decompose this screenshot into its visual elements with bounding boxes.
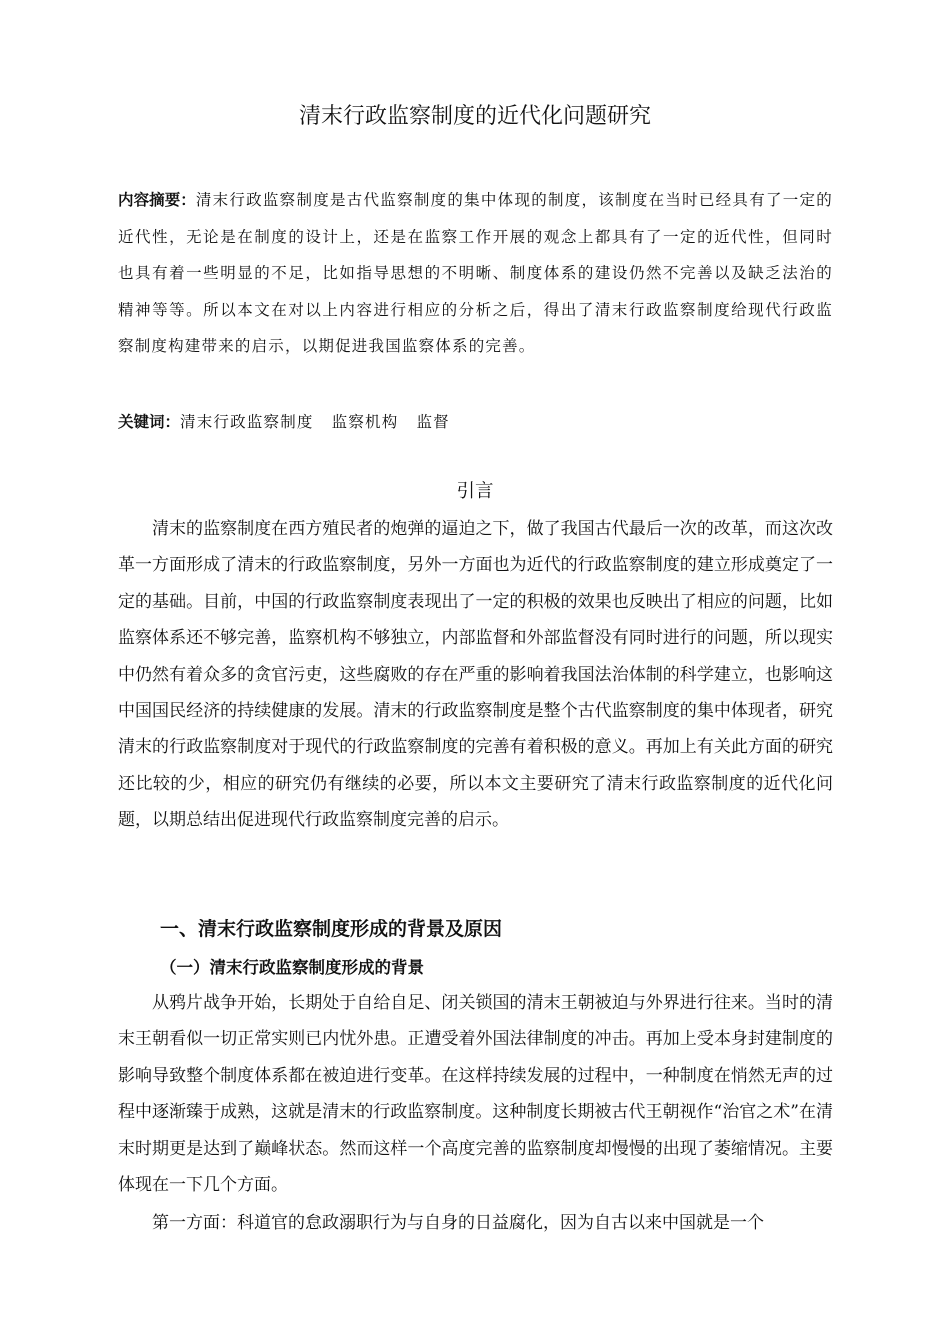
- section-paragraph: 从鸦片战争开始，长期处于自给自足、闭关锁国的清末王朝被迫与外界进行往来。当时的清末王朝看似一切正常实则已内忧外患。正遭受着外国法律制度的冲击。再加上受本身封建制度的影响导致整个制度体系都在被迫进行变革。在这样持续发展的过程中，一种制度在悄然无声的过程中逐渐臻于成熟，这就是清末的行政监察制度。这种制度长期被古代王朝视作“治官之术”在清末时期更是达到了巅峰状态。然而这样一个高度完善的监察制度却慢慢的出现了萎缩情况。主要体现在一下几个方面。: [118, 993, 833, 1196]
- abstract-text: 清末行政监察制度是古代监察制度的集中体现的制度，该制度在当时已经具有了一定的近代性，无论是在制度的设计上，还是在监察工作开展的观念上都具有了一定的近代性，但同时也具有着一些明显的不足，比如指导思想的不明晰、制度体系的建设仍然不完善以及缺乏法治的精神等等。所以本文在对以上内容进行相应的分析之后，得出了清末行政监察制度给现代行政监察制度构建带来的启示，以期促进我国监察体系的完善。: [118, 191, 833, 355]
- keyword-item: 清末行政监察制度: [180, 413, 314, 431]
- keywords: [118, 405, 468, 439]
- keyword-item: 监察机构: [331, 413, 399, 431]
- abstract: [118, 182, 833, 365]
- subsection-heading: （一）清末行政监察制度形成的背景: [160, 958, 424, 977]
- keyword-item: 监督: [416, 413, 450, 431]
- abstract-label: 内容摘要：: [118, 191, 196, 209]
- intro-paragraph: 清末的监察制度在西方殖民者的炮弹的逼迫之下，做了我国古代最后一次的改革，而这次改革一方面形成了清末的行政监察制度，另外一方面也为近代的行政监察制度的建立形成奠定了一定的基础。目前，中国的行政监察制度表现出了一定的积极的效果也反映出了相应的问题，比如监察体系还不够完善，监察机构不够独立，内部监督和外部监督没有同时进行的问题，所以现实中仍然有着众多的贪官污吏，这些腐败的存在严重的影响着我国法治体制的科学建立，也影响这中国国民经济的持续健康的发展。清末的行政监察制度是整个古代监察制度的集中体现者，研究清末的行政监察制度对于现代的行政监察制度的完善有着积极的意义。再加上有关此方面的研究还比较的少，相应的研究仍有继续的必要，所以本文主要研究了清末行政监察制度的近代化问题，以期总结出促进现代行政监察制度完善的启示。: [118, 519, 833, 831]
- section-heading: 一、清末行政监察制度形成的背景及原因: [160, 918, 503, 940]
- section-paragraph-continued: 第一方面：科道官的怠政溺职行为与自身的日益腐化，因为自古以来中国就是一个: [152, 1213, 764, 1233]
- intro-heading: 引言: [456, 481, 494, 502]
- paper-title: 清末行政监察制度的近代化问题研究: [298, 104, 651, 129]
- keywords-label: 关键词：: [118, 413, 181, 431]
